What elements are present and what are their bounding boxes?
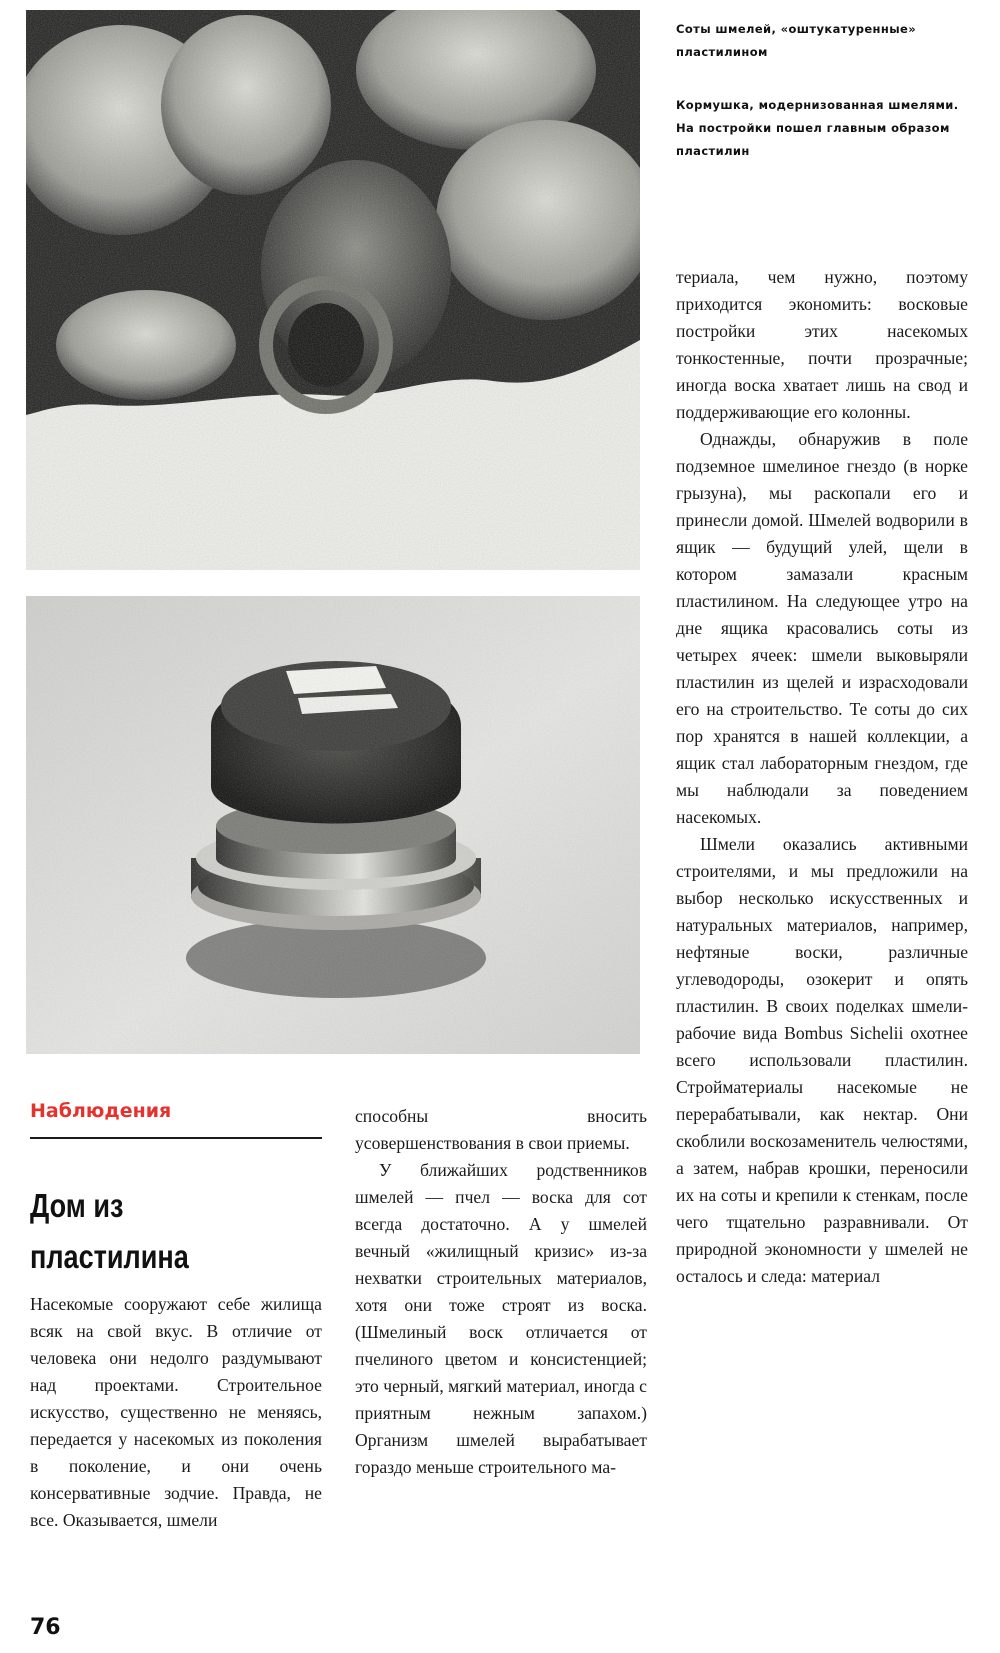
photo-caption-top: Соты шмелей, «оштукатуренные» пластилином (676, 22, 917, 59)
text-column-right (676, 264, 968, 1290)
photo-feeder-image (26, 596, 640, 1054)
photo-combs-image (26, 10, 640, 570)
photo-caption-bottom: Кормушка, модернизованная шмелями. На постройки пошел главным образом пластилин (676, 98, 959, 158)
page-number: 76 (30, 1615, 61, 1640)
paragraph: териала, чем нужно, поэтому приходится экономить: восковые постройки этих насекомых тонкостенные, почти прозрачные; иногда воска хватает лишь на свод и поддерживающие его колонны. (676, 267, 968, 422)
paragraph: Однажды, обнаружив в поле подземное шмелиное гнездо (в норке грызуна), мы раскопали его и принесли домой. Шмелей водворили в ящик — будущий улей, щели в котором замазали красным пластилином. На следующее утро на дне ящика красовались соты из четырех ячеек: шмели выковыряли пластилин из щелей и израсходовали его на строительство. Те соты до сих пор хранятся в нашей коллекции, а ящик стал лабораторным гнездом, где мы наблюдали за поведением насекомых. (676, 429, 968, 827)
paragraph: Насекомые сооружают себе жилища всяк на свой вкус. В отличие от человека они недолго раздумывают над проектами. Строительное искусство, существенно не меняясь, передается у насекомых из поколения в поколение, и они очень консервативные зодчие. Правда, не все. Оказывается, шмели (30, 1294, 322, 1530)
article-title: Дом из пластилина (30, 1187, 189, 1275)
text-column-middle (355, 1103, 647, 1481)
section-label: Наблюдения (30, 1100, 172, 1122)
paragraph: Шмели оказались активными строителями, и мы предложили на выбор несколько искусственных и натуральных материалов, например, нефтяные воски, различные углеводороды, озокерит и опять пластилин. В своих поделках шмели-рабочие вида Bombus Sichelii охотнее всего использовали пластилин. Стройматериалы насекомые не перерабатывали, как нектар. Они скоблили воскозаменитель челюстями, а затем, набрав крошки, переносили их на соты и крепили к стенкам, после чего тщательно разравнивали. От природной экономности у шмелей не осталось и следа: материал (676, 834, 968, 1286)
paragraph: способны вносить усовершенствования в свои приемы. (355, 1106, 647, 1153)
paragraph: У ближайших родственников шмелей — пчел — воска для сот всегда достаточно. А у шмелей вечный «жилищный кризис» из-за нехватки строительных материалов, хотя они тоже строят из воска. (Шмелиный воск отличается от пчелиного цветом и консистенцией; это черный, мягкий материал, иногда с приятным нежным запахом.) Организм шмелей вырабатывает гораздо меньше строительного ма- (355, 1160, 647, 1477)
section-divider (30, 1137, 322, 1139)
text-column-left (30, 1291, 322, 1534)
photo-feeder (26, 596, 640, 1054)
photo-combs (26, 10, 640, 570)
